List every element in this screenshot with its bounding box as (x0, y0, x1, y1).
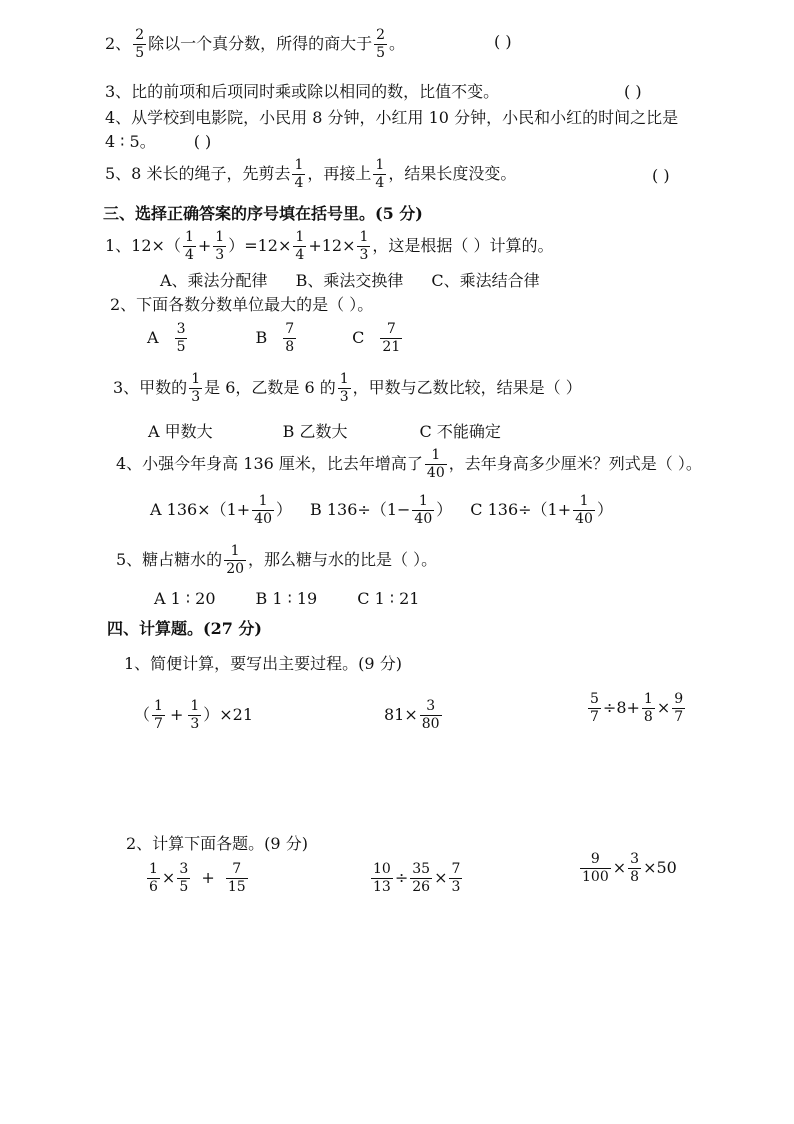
judge-q4-line2: 4 ∶ 5。 ( ) (105, 132, 212, 151)
option-a[interactable]: A 3 5 (147, 321, 186, 355)
fraction: $\frac{1}{4}$ (295, 229, 305, 263)
fraction: $\frac{1}{3}$ (215, 229, 225, 263)
option-a[interactable]: A 136×（1+ $\frac{1}{40}$ ） (150, 493, 293, 527)
choice-q1-options (160, 273, 568, 289)
calc-expr-1: （ 1 7 + $\frac{1}{3}$ ）×21 (134, 698, 254, 732)
fraction: $\frac{3}{80}$ (421, 698, 440, 732)
fraction: 7 8 (285, 321, 295, 355)
choice-q1: 1、12×（ 1 4 + $\frac{1}{3}$ ）=12× $\frac{1}{4}$ +12× $\frac{1}{3}$ ，这是根据（ ）计算的。 (105, 229, 554, 263)
choice-q4: 4、小强今年身高 136 厘米，比去年增高了 1 40 ，去年身高多少厘米？列式是（ ）。 (116, 447, 702, 481)
q-number: 2、 (105, 34, 132, 54)
option-b[interactable]: B 乙数大 (282, 422, 348, 441)
fraction: $\frac{1}{3}$ (190, 698, 200, 732)
choice-q3-options (148, 424, 501, 440)
calc-part2-title: 2、计算下面各题。(9 分) (126, 834, 308, 853)
answer-blank[interactable]: ( ) (494, 32, 512, 51)
option-a[interactable]: A 甲数大 (148, 422, 213, 441)
option-a[interactable]: A 1 ∶ 20 (154, 589, 216, 608)
judge-q5: 5、8 米长的绳子，先剪去 1 4 ，再接上 1 4 ，结果长度没变。 (105, 157, 517, 191)
option-b[interactable]: B 7 8 (255, 321, 295, 355)
fraction: $\frac{5}{7}$ (590, 691, 599, 725)
fraction: 1 4 (375, 157, 385, 191)
choice-q2-options (147, 322, 404, 354)
fraction: 1 4 (184, 229, 194, 263)
fraction: $\frac{1}{40}$ (575, 493, 593, 527)
fraction: $\frac{1}{3}$ (359, 229, 369, 263)
fraction: $\frac{1}{6}$ (149, 861, 158, 895)
fraction: $\frac{1}{40}$ (254, 493, 273, 527)
fraction: 1 20 (226, 543, 245, 577)
choice-q5-options (154, 591, 419, 607)
calc-expr-2: 81× $\frac{3}{80}$ (384, 698, 440, 732)
choice-q2: 2、下面各数分数单位最大的是（ ）。 (110, 295, 374, 314)
option-c[interactable]: C 7 21 (352, 321, 401, 355)
option-c[interactable]: C 1 ∶ 21 (357, 589, 420, 608)
fraction: 1 40 (426, 447, 445, 481)
fraction: 1 3 (191, 371, 201, 405)
calc-part1-title: 1、简便计算，要写出主要过程。(9 分) (124, 654, 402, 673)
fraction: $\frac{3}{8}$ (630, 851, 640, 885)
answer-blank[interactable]: ( ) (624, 82, 642, 101)
option-b[interactable]: B 136÷（1− $\frac{1}{40}$ ） (310, 493, 453, 527)
fraction: $\frac{35}{26}$ (412, 861, 431, 895)
fraction: 1 4 (294, 157, 304, 191)
section-4-title: 四、计算题。(27 分) (107, 619, 262, 638)
fraction: 2 5 (376, 27, 386, 61)
calc-expr-3: $\frac{5}{7}$ ÷8+ $\frac{1}{8}$ × $\frac{9}{7}$ (590, 691, 684, 725)
fraction: 2 5 (135, 27, 145, 61)
judge-q2: 2、 2 5 除以一个真分数，所得的商大于 2 5 。 (105, 27, 406, 61)
choice-q5: 5、糖占糖水的 1 20 ，那么糖与水的比是（ ）。 (116, 543, 438, 577)
judge-q4-line1: 4、从学校到电影院，小民用 8 分钟，小红用 10 分钟，小民和小红的时间之比是 (105, 108, 679, 127)
option-b[interactable]: B 1 ∶ 19 (255, 589, 318, 608)
fraction: $\frac{7}{15}$ (227, 861, 246, 895)
fraction: $\frac{3}{5}$ (179, 861, 189, 895)
option-b[interactable]: B、乘法交换律 (295, 271, 404, 290)
fraction: 3 5 (176, 321, 186, 355)
judge-q3: 3、比的前项和后项同时乘或除以相同的数，比值不变。 (105, 82, 500, 101)
fraction: $\frac{1}{40}$ (414, 493, 433, 527)
fraction: $\frac{9}{7}$ (674, 691, 684, 725)
answer-blank[interactable]: ( ) (652, 166, 670, 185)
option-a[interactable]: A、乘法分配律 (160, 271, 268, 290)
option-c[interactable]: C 不能确定 (419, 422, 501, 441)
fraction: 1 3 (339, 371, 349, 405)
calc-expr-5: $\frac{10}{13}$ ÷ $\frac{35}{26}$ × $\frac{7}{3}$ (373, 861, 461, 895)
option-c[interactable]: C 136÷（1+ $\frac{1}{40}$ ） (470, 493, 613, 527)
fraction: $\frac{7}{3}$ (451, 861, 461, 895)
q-text: 除以一个真分数，所得的商大于 (148, 34, 373, 54)
choice-q3: 3、甲数的 1 3 是 6，乙数是 6 的 1 3 ，甲数与乙数比较，结果是（ ） (113, 371, 582, 405)
section-3-title: 三、选择正确答案的序号填在括号里。(5 分) (103, 204, 423, 223)
calc-expr-4: $\frac{1}{6}$ × $\frac{3}{5}$ + $\frac{7}{15}$ (149, 861, 246, 895)
answer-blank[interactable]: ( ) (193, 132, 212, 151)
calc-expr-6: $\frac{9}{100}$ × $\frac{3}{8}$ ×50 (582, 851, 677, 885)
option-c[interactable]: C、乘法结合律 (431, 271, 540, 290)
fraction: 1 7 (154, 698, 163, 732)
fraction: $\frac{1}{8}$ (643, 691, 653, 725)
choice-q4-options (150, 494, 613, 526)
fraction: $\frac{10}{13}$ (373, 861, 391, 895)
fraction: $\frac{9}{100}$ (582, 851, 609, 885)
fraction: 7 21 (382, 321, 401, 355)
